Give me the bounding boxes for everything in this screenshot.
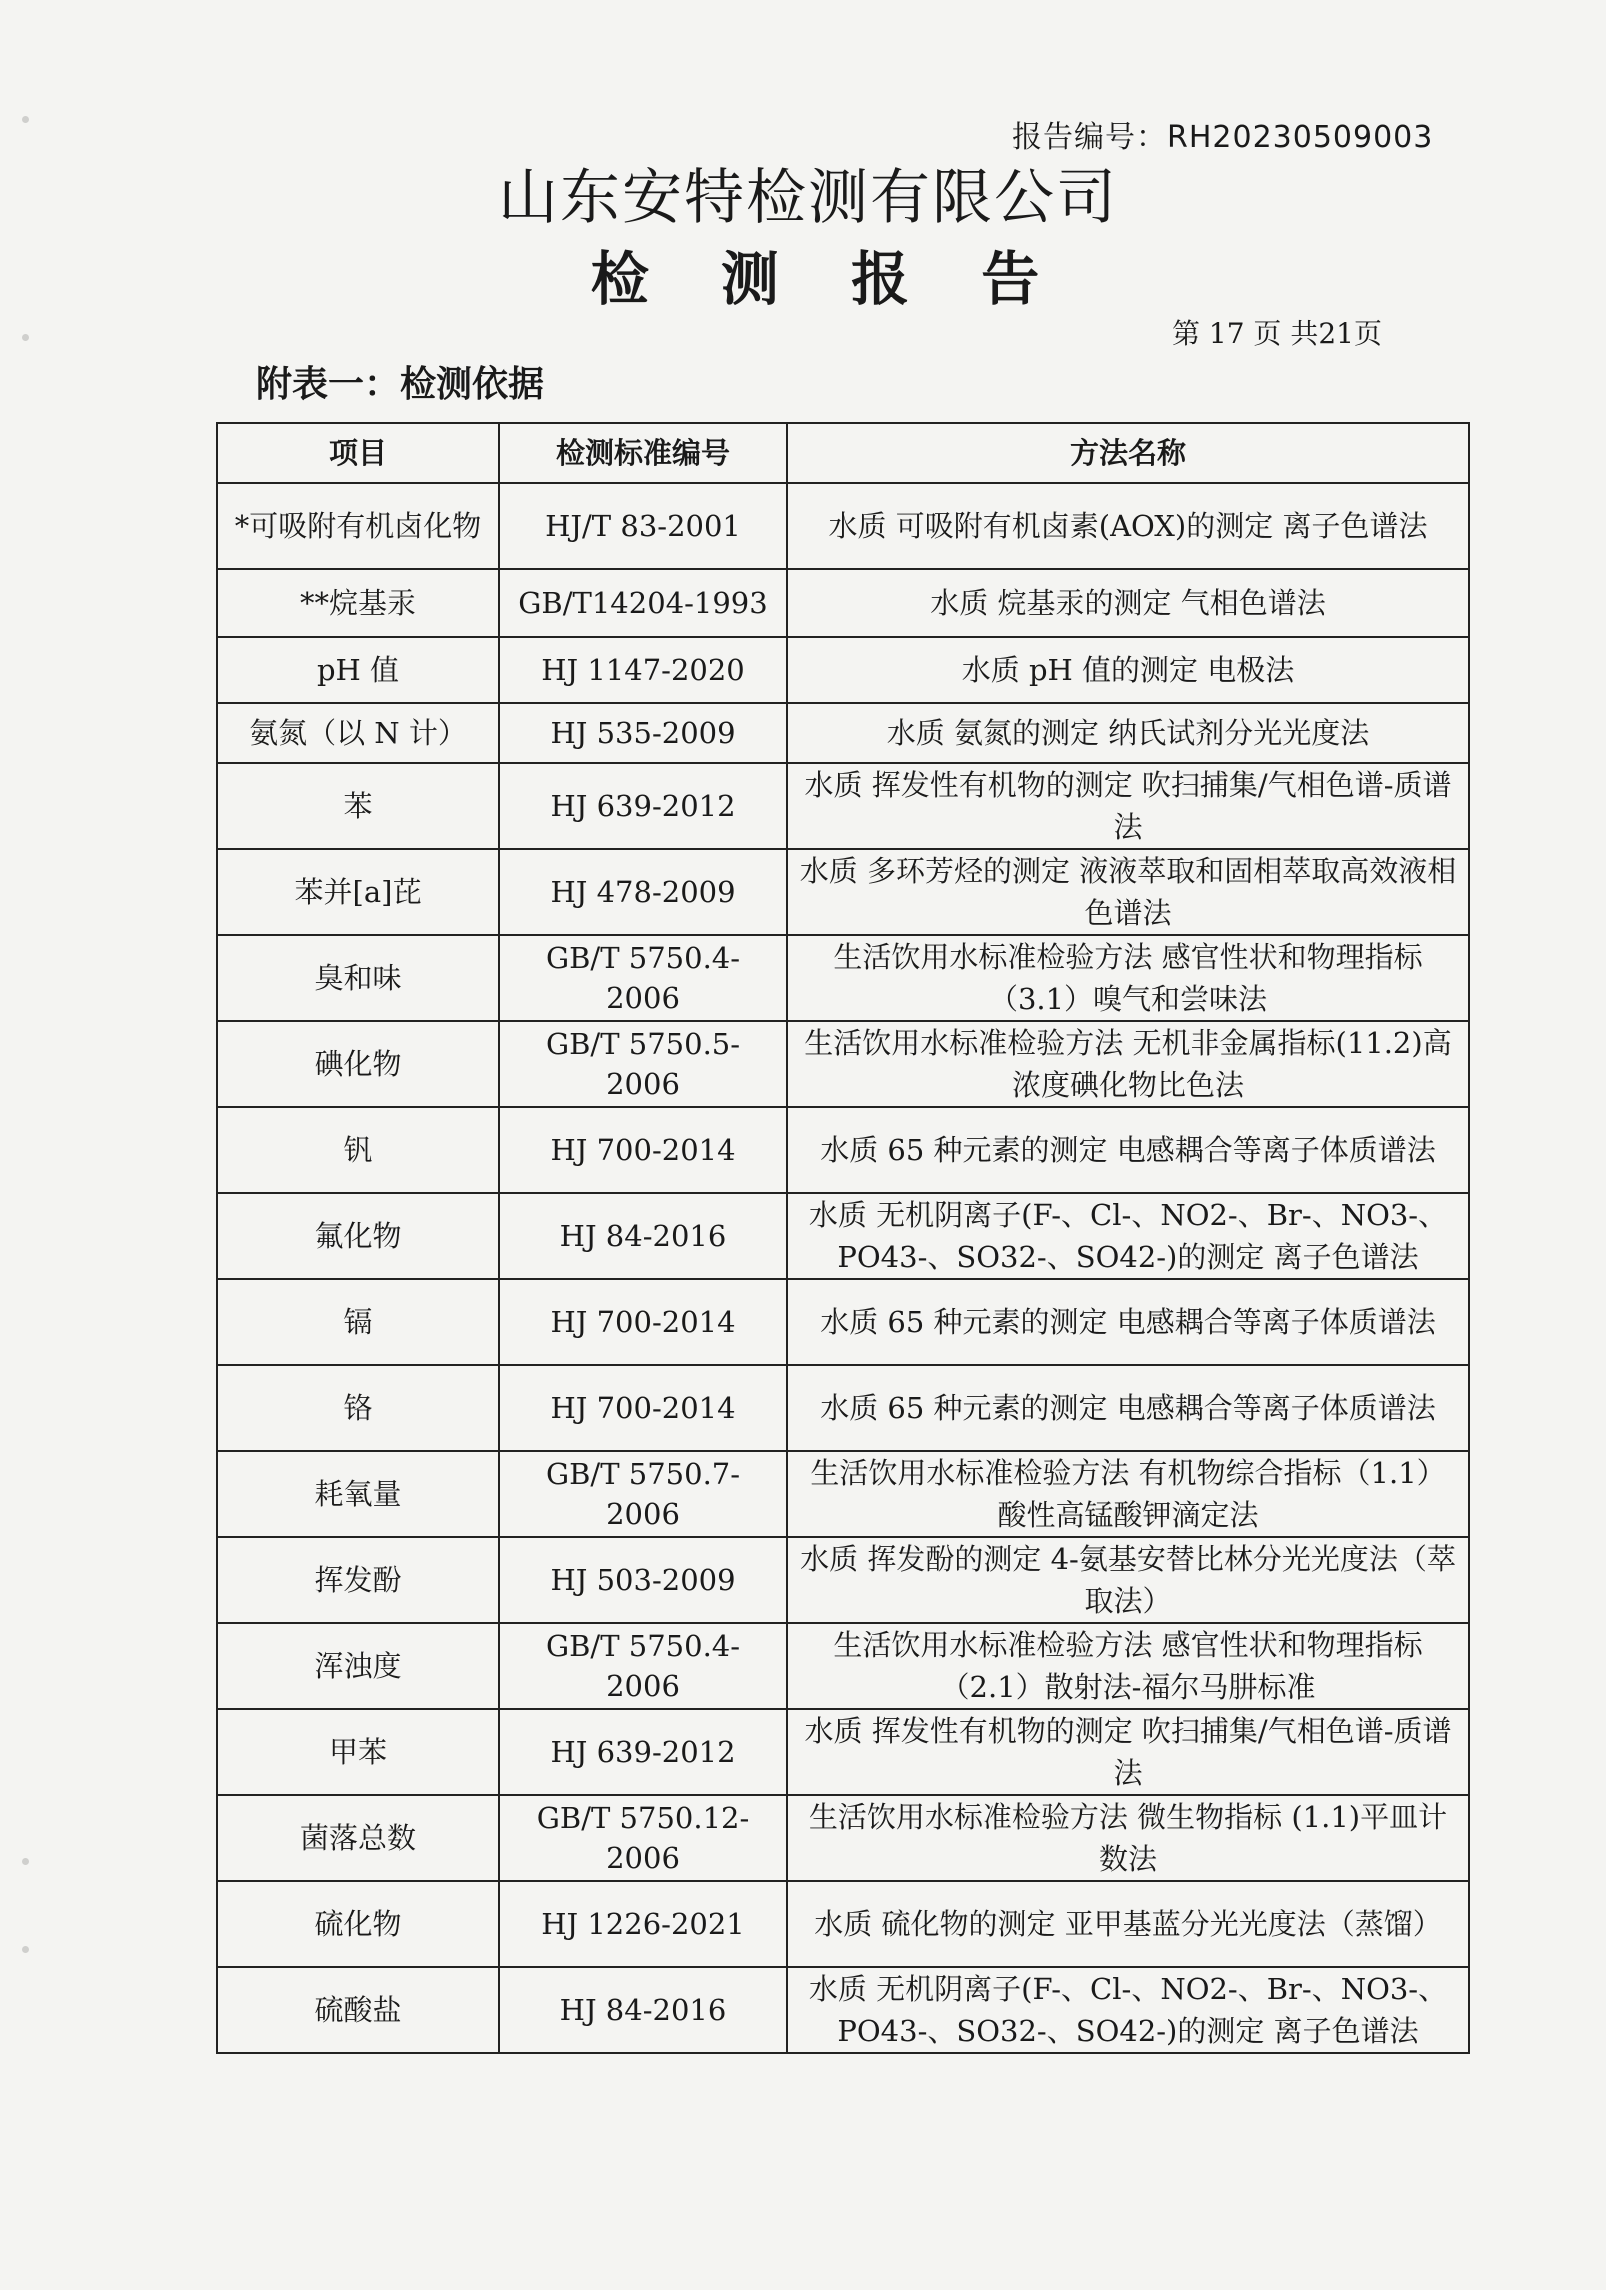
item-cell: 硫酸盐: [217, 1967, 499, 2053]
method-cell: 水质 65 种元素的测定 电感耦合等离子体质谱法: [787, 1279, 1469, 1365]
method-cell: 水质 挥发性有机物的测定 吹扫捕集/气相色谱-质谱法: [787, 1709, 1469, 1795]
table-row: [217, 935, 1469, 1021]
standard-cell: GB/T 5750.12-2006: [499, 1795, 787, 1881]
standard-cell: HJ 535-2009: [499, 703, 787, 763]
standard-cell: HJ 84-2016: [499, 1193, 787, 1279]
standard-cell: HJ 478-2009: [499, 849, 787, 935]
method-cell: 水质 挥发性有机物的测定 吹扫捕集/气相色谱-质谱法: [787, 763, 1469, 849]
method-cell: 水质 可吸附有机卤素(AOX)的测定 离子色谱法: [787, 483, 1469, 569]
standard-cell: GB/T 5750.5-2006: [499, 1021, 787, 1107]
company-name: 山东安特检测有限公司: [498, 163, 1118, 233]
testing-basis-table: [216, 422, 1470, 2054]
method-cell: 水质 无机阴离子(F-、Cl-、NO2-、Br-、NO3-、PO43-、SO32-、SO42-)的测定 离子色谱法: [787, 1967, 1469, 2053]
standard-cell: HJ 1226-2021: [499, 1881, 787, 1967]
method-cell: 水质 挥发酚的测定 4-氨基安替比林分光光度法（萃取法）: [787, 1537, 1469, 1623]
item-cell: 钒: [217, 1107, 499, 1193]
table-header-row: [217, 423, 1469, 483]
method-cell: 水质 无机阴离子(F-、Cl-、NO2-、Br-、NO3-、PO43-、SO32-、SO42-)的测定 离子色谱法: [787, 1193, 1469, 1279]
method-cell: 生活饮用水标准检验方法 感官性状和物理指标 （3.1）嗅气和尝味法: [787, 935, 1469, 1021]
standard-cell: GB/T 5750.7-2006: [499, 1451, 787, 1537]
item-cell: 甲苯: [217, 1709, 499, 1795]
section-title: 附表一：检测依据: [256, 364, 545, 405]
item-cell: **烷基汞: [217, 569, 499, 637]
item-cell: 苯: [217, 763, 499, 849]
method-cell: 水质 65 种元素的测定 电感耦合等离子体质谱法: [787, 1365, 1469, 1451]
standard-cell: HJ 84-2016: [499, 1967, 787, 2053]
item-cell: 浑浊度: [217, 1623, 499, 1709]
method-cell: 生活饮用水标准检验方法 有机物综合指标（1.1）酸性高锰酸钾滴定法: [787, 1451, 1469, 1537]
standard-cell: HJ 639-2012: [499, 1709, 787, 1795]
standard-cell: GB/T 5750.4-2006: [499, 935, 787, 1021]
table-row: [217, 1623, 1469, 1709]
table-row: [217, 763, 1469, 849]
item-cell: 碘化物: [217, 1021, 499, 1107]
item-cell: 耗氧量: [217, 1451, 499, 1537]
table-row: [217, 483, 1469, 569]
binding-hole-mark: [22, 334, 29, 341]
standard-cell: HJ 700-2014: [499, 1279, 787, 1365]
method-cell: 水质 氨氮的测定 纳氏试剂分光光度法: [787, 703, 1469, 763]
method-cell: 生活饮用水标准检验方法 无机非金属指标(11.2)高浓度碘化物比色法: [787, 1021, 1469, 1107]
table-row: [217, 1107, 1469, 1193]
method-cell: 水质 烷基汞的测定 气相色谱法: [787, 569, 1469, 637]
binding-hole-mark: [22, 1858, 29, 1865]
page-indicator: 第 17 页 共21页: [1172, 317, 1382, 350]
method-cell: 水质 pH 值的测定 电极法: [787, 637, 1469, 703]
column-header-method: 方法名称: [787, 423, 1469, 483]
table-row: [217, 1193, 1469, 1279]
item-cell: 臭和味: [217, 935, 499, 1021]
item-cell: pH 值: [217, 637, 499, 703]
standard-cell: HJ 1147-2020: [499, 637, 787, 703]
standard-cell: HJ 639-2012: [499, 763, 787, 849]
document-title: 检 测 报 告: [590, 245, 1066, 313]
method-cell: 水质 65 种元素的测定 电感耦合等离子体质谱法: [787, 1107, 1469, 1193]
table-row: [217, 849, 1469, 935]
method-cell: 生活饮用水标准检验方法 感官性状和物理指标 （2.1）散射法-福尔马肼标准: [787, 1623, 1469, 1709]
item-cell: *可吸附有机卤化物: [217, 483, 499, 569]
table-row: [217, 637, 1469, 703]
binding-hole-mark: [22, 1946, 29, 1953]
table-row: [217, 1365, 1469, 1451]
column-header-item: 项目: [217, 423, 499, 483]
standard-cell: HJ 700-2014: [499, 1107, 787, 1193]
standard-cell: HJ 503-2009: [499, 1537, 787, 1623]
table-row: [217, 1967, 1469, 2053]
table-row: [217, 703, 1469, 763]
standard-cell: GB/T14204-1993: [499, 569, 787, 637]
item-cell: 镉: [217, 1279, 499, 1365]
table-row: [217, 1279, 1469, 1365]
item-cell: 铬: [217, 1365, 499, 1451]
standard-cell: HJ/T 83-2001: [499, 483, 787, 569]
method-cell: 水质 硫化物的测定 亚甲基蓝分光光度法（蒸馏）: [787, 1881, 1469, 1967]
item-cell: 挥发酚: [217, 1537, 499, 1623]
table-row: [217, 1451, 1469, 1537]
report-number: 报告编号：RH20230509003: [1012, 120, 1434, 155]
standard-cell: HJ 700-2014: [499, 1365, 787, 1451]
item-cell: 苯并[a]芘: [217, 849, 499, 935]
table-row: [217, 1881, 1469, 1967]
item-cell: 菌落总数: [217, 1795, 499, 1881]
table-row: [217, 569, 1469, 637]
item-cell: 氟化物: [217, 1193, 499, 1279]
method-cell: 生活饮用水标准检验方法 微生物指标 (1.1)平皿计数法: [787, 1795, 1469, 1881]
table-row: [217, 1021, 1469, 1107]
item-cell: 氨氮（以 N 计）: [217, 703, 499, 763]
table-row: [217, 1795, 1469, 1881]
item-cell: 硫化物: [217, 1881, 499, 1967]
table-row: [217, 1709, 1469, 1795]
table-row: [217, 1537, 1469, 1623]
method-cell: 水质 多环芳烃的测定 液液萃取和固相萃取高效液相色谱法: [787, 849, 1469, 935]
column-header-standard: 检测标准编号: [499, 423, 787, 483]
standard-cell: GB/T 5750.4-2006: [499, 1623, 787, 1709]
binding-hole-mark: [22, 116, 29, 123]
